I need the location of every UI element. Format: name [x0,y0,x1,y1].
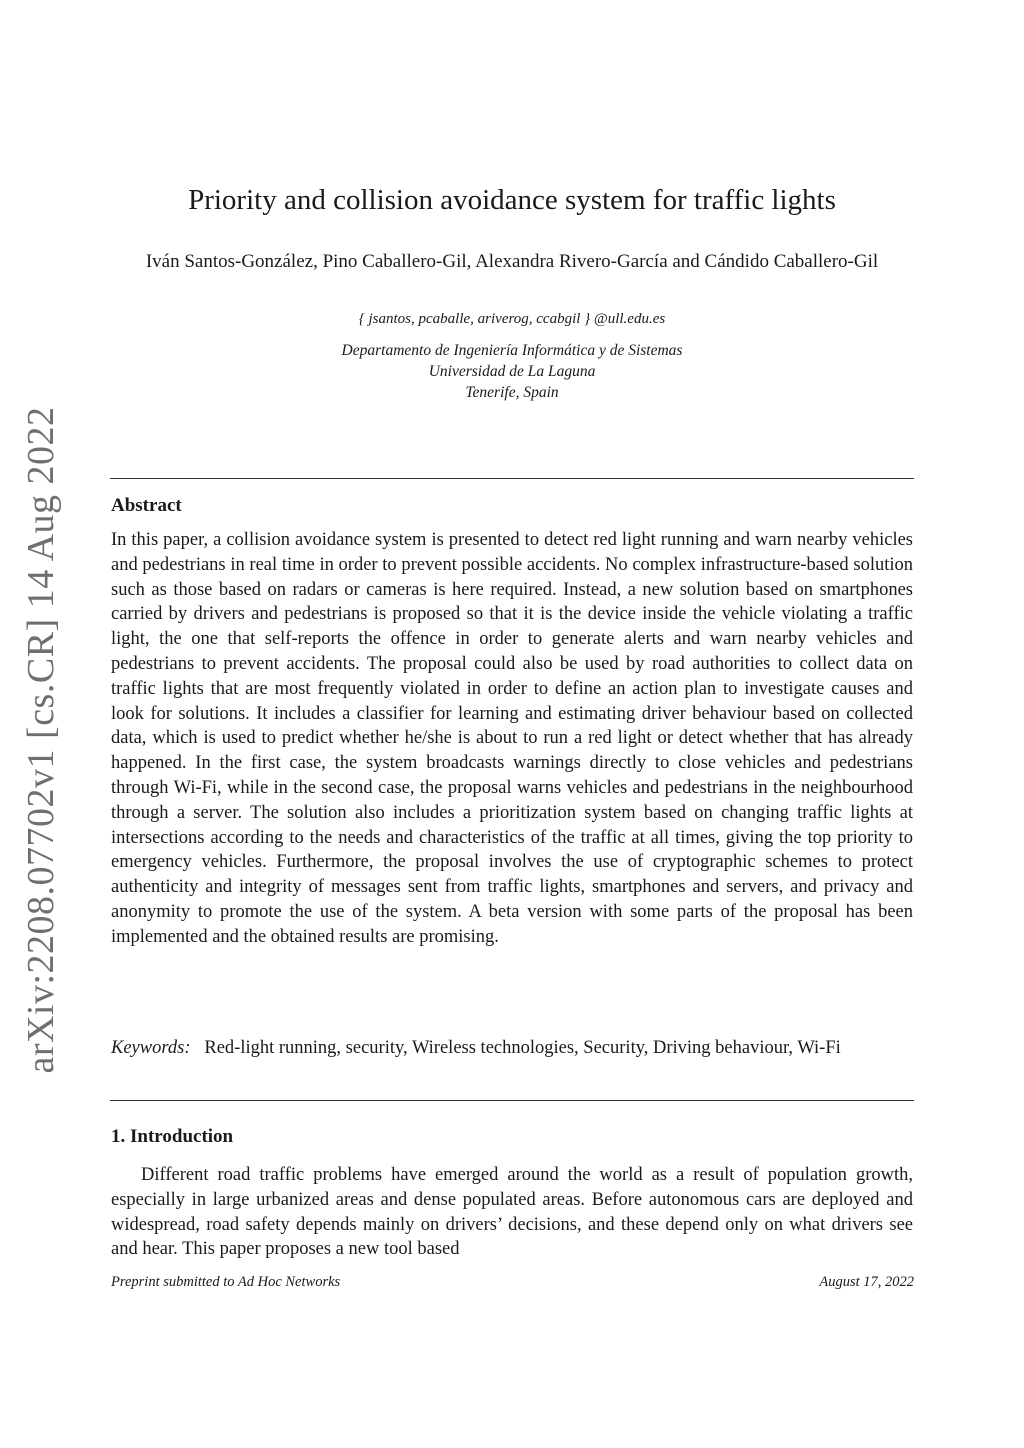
keywords [111,1036,913,1061]
affiliation-location: Tenerife, Spain [465,384,559,401]
footer-journal: Preprint submitted to Ad Hoc Networks [111,1274,341,1290]
footer-date: August 17, 2022 [819,1274,914,1290]
author-emails: { jsantos, pcaballe, ariverog, ccabgil } @ull.edu.es [358,311,666,327]
top-rule [110,478,914,479]
author-list: Iván Santos-González, Pino Caballero-Gil, Alexandra Rivero-García and Cándido Caballero-Gil [145,251,879,272]
keywords-text: Red-light running, security, Wireless technologies, Security, Driving behaviour, Wi-Fi [204,1038,841,1058]
arxiv-identifier: arXiv:2208.07702v1 [cs.CR] 14 Aug 2022 [20,406,62,1074]
abstract-text: In this paper, a collision avoidance system is presented to detect red light running and warn nearby vehicles and pedestrians in real time in order to prevent possible accidents. No complex infrastructure-based solution such as those based on radars or cameras is here required. Instead, a new solution based on smartphones carried by drivers and pedestrians is proposed so that it is the device inside the vehicle violating a traffic light, the one that self-reports the offence in order to generate alerts and warn nearby vehicles and pedestrians to prevent accidents. The proposal could also be used by road authorities to collect data on traffic lights that are most frequently violated in order to define an action plan to investigate causes and look for solutions. It includes a classifier for learning and estimating driver behaviour based on collected data, which is used to predict whether he/she is about to run a red light or detect whether that has already happened. In the first case, the system broadcasts warnings directly to close vehicles and pedestrians through Wi-Fi, while in the second case, the proposal warns vehicles and pedestrians in the neighbourhood through a server. The solution also includes a prioritization system based on changing traffic lights at intersections according to the needs and characteristics of the traffic at all times, giving the top priority to emergency vehicles. Furthermore, the proposal involves the use of cryptographic schemes to protect authenticity and integrity of messages sent from traffic lights, smartphones and servers, and privacy and anonymity to promote the use of the system. A beta version with some parts of the proposal has been implemented and the obtained results are promising. [111,530,913,947]
keywords-label: Keywords: [111,1038,191,1058]
abstract-heading: Abstract [111,495,182,516]
affiliation-department: Departamento de Ingeniería Informática y de Sistemas [341,342,683,359]
affiliation-university: Universidad de La Laguna [428,363,596,380]
introduction-text: Different road traffic problems have emerged around the world as a result of population growth, especially in large urbanized areas and dense populated areas. Before autonomous cars are deployed and widespread, road safety depends mainly on drivers’ decisions, and these depend only on what drivers see and hear. This paper proposes a new tool based [111,1165,913,1260]
paper-title: Priority and collision avoidance system for traffic lights [188,184,836,216]
introduction-heading: 1. Introduction [111,1126,234,1147]
bottom-rule [110,1100,914,1101]
